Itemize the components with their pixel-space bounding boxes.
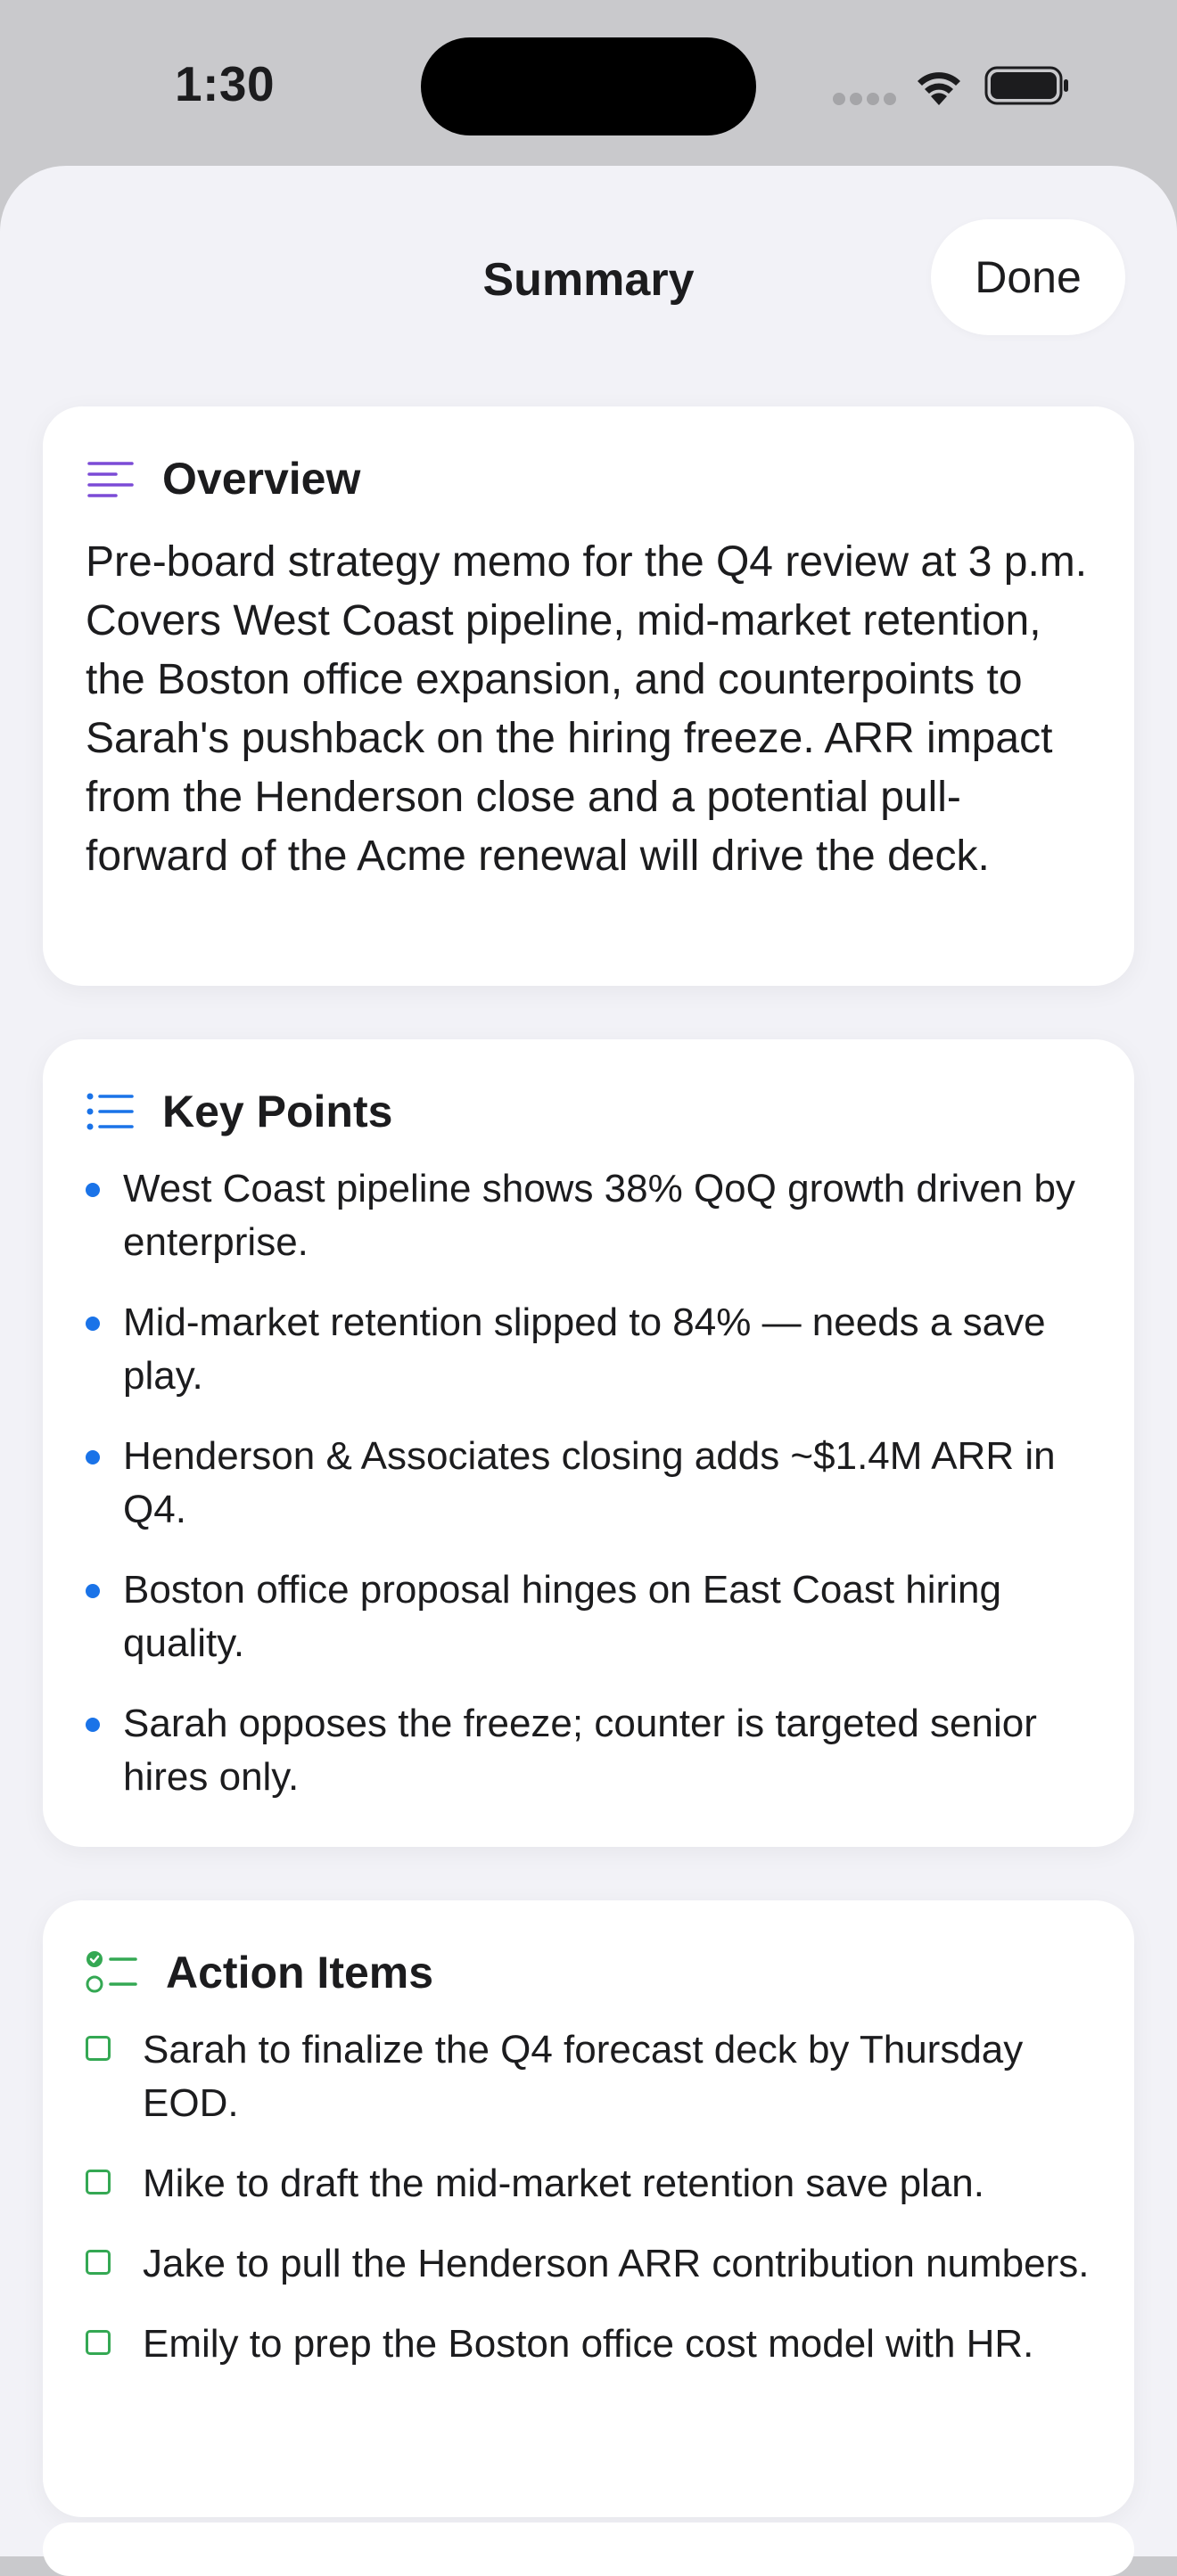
- checkbox-icon[interactable]: [86, 2250, 111, 2275]
- checkbox-icon[interactable]: [86, 2170, 111, 2195]
- overview-card: [43, 406, 1134, 986]
- action-items-header: [86, 1941, 433, 2004]
- next-card: [43, 2523, 1134, 2576]
- bullet-dot-icon: [86, 1718, 100, 1732]
- bullet-dot-icon: [86, 1450, 100, 1464]
- action-item[interactable]: Sarah to finalize the Q4 forecast deck by Thursday EOD.: [86, 2023, 1102, 2130]
- battery-icon: [984, 66, 1070, 105]
- overview-text: Pre-board strategy memo for the Q4 review at 3 p.m. Covers West Coast pipeline, mid-market retention, the Boston office expansion, and counterpoints to Sarah's pushback on the hiring freeze. ARR impact from the Henderson close and a potential pull-forward of the Acme renewal will drive the deck.: [86, 538, 1088, 880]
- bullet-dot-icon: [86, 1584, 100, 1598]
- bulleted-list-icon: [86, 1092, 136, 1131]
- key-points-list: [86, 1162, 1102, 1831]
- key-point-item: Boston office proposal hinges on East Coast hiring quality.: [86, 1563, 1102, 1670]
- wifi-icon: [913, 64, 965, 107]
- checkbox-icon[interactable]: [86, 2036, 111, 2061]
- summary-sheet: [0, 166, 1177, 2556]
- checkbox-icon[interactable]: [86, 2330, 111, 2355]
- action-item[interactable]: Mike to draft the mid-market retention save plan.: [86, 2157, 1102, 2211]
- checklist-icon: [86, 1949, 139, 1996]
- text-lines-icon: [86, 459, 136, 498]
- status-bar: [0, 0, 1177, 166]
- overview-title: Overview: [162, 454, 361, 504]
- done-button[interactable]: Done: [931, 219, 1125, 335]
- key-point-item: Mid-market retention slipped to 84% — needs a save play.: [86, 1296, 1102, 1403]
- bullet-dot-icon: [86, 1317, 100, 1331]
- action-items-card: [43, 1900, 1134, 2517]
- status-time: 1:30: [175, 56, 276, 111]
- bullet-dot-icon: [86, 1183, 100, 1197]
- key-point-item: Sarah opposes the freeze; counter is targeted senior hires only.: [86, 1697, 1102, 1804]
- key-point-item: West Coast pipeline shows 38% QoQ growth driven by enterprise.: [86, 1162, 1102, 1269]
- sheet-title: Summary: [482, 254, 695, 306]
- key-points-title: Key Points: [162, 1087, 393, 1136]
- action-items-list: [86, 2023, 1102, 2398]
- action-item[interactable]: Emily to prep the Boston office cost model with HR.: [86, 2318, 1102, 2371]
- action-items-title: Action Items: [166, 1948, 434, 1998]
- cellular-signal-icon: [833, 93, 895, 105]
- dynamic-island: [421, 37, 756, 135]
- overview-header: [86, 447, 360, 510]
- key-points-header: [86, 1080, 392, 1143]
- key-points-card: [43, 1039, 1134, 1847]
- key-point-item: Henderson & Associates closing adds ~$1.4M ARR in Q4.: [86, 1430, 1102, 1537]
- action-item[interactable]: Jake to pull the Henderson ARR contribution numbers.: [86, 2237, 1102, 2291]
